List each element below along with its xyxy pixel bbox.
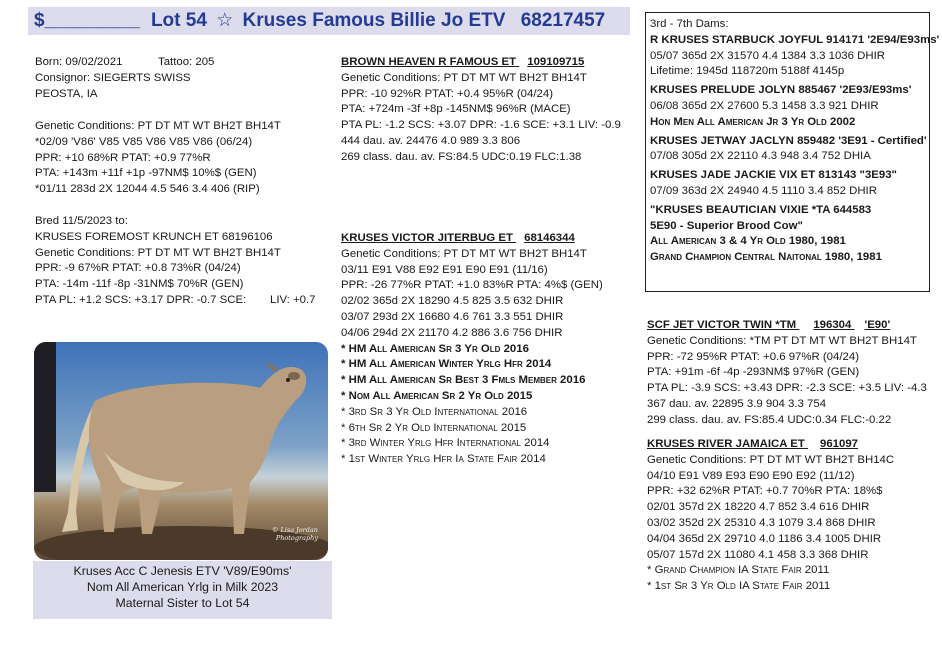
info-line: 06/08 365d 2X 27600 5.3 1458 3.3 921 DHIR — [650, 99, 879, 112]
info-line: PTA PL: -3.9 SCS: +3.43 DPR: -2.3 SCE: +3.5 LIV: -4.3 — [647, 382, 927, 395]
info-line: 05/07 365d 2X 31570 4.4 1384 3.3 1036 DHIR — [650, 49, 885, 62]
consignor-location: PEOSTA, IA — [35, 88, 98, 100]
dams-heading: 3rd - 7th Dams: — [650, 18, 729, 30]
info-line: 03/07 293d 2X 16680 4.6 761 3.3 551 DHIR — [341, 310, 564, 323]
info-line: 367 dau. av. 22895 3.9 904 3.3 754 — [647, 397, 827, 410]
info-line: PPR: -26 77%R PTAT: +1.0 83%R PTA: 4%$ (GEN) — [341, 279, 603, 292]
info-line: PPR: -10 92%R PTAT: +0.4 95%R (04/24) — [341, 87, 553, 100]
granddam-section — [647, 437, 894, 595]
consignor: Consignor: SIEGERTS SWISS — [35, 72, 191, 84]
award-line: * 3rd Sr 3 Yr Old International 2016 — [341, 405, 528, 418]
info-line: PTA: +143m +11f +1p -97NM$ 10%$ (GEN) — [35, 167, 257, 180]
lot-number: Lot 54 — [150, 10, 207, 31]
sire-reg: 109109715 — [527, 56, 585, 68]
bred-info — [35, 214, 316, 309]
photo-watermark: © Lisa Jordan Photography — [271, 526, 318, 542]
tattoo: Tattoo: 205 — [158, 56, 215, 68]
dam-name: KRUSES VICTOR JITERBUG ET — [341, 232, 513, 244]
info-line: Genetic Conditions: PT DT MT WT BH2T BH14T — [341, 247, 587, 260]
dam-heading — [341, 231, 603, 247]
info-line: 07/09 363d 2X 24940 4.5 1110 3.4 852 DHIR — [650, 184, 877, 197]
dam-name: "KRUSES BEAUTICIAN VIXIE *TA 644583 — [650, 203, 872, 216]
dam-name: KRUSES PRELUDE JOLYN 885467 '2E93/E93ms' — [650, 84, 912, 97]
dam-section — [341, 231, 603, 468]
award-line: * 3rd Winter Yrlg Hfr International 2014 — [341, 437, 550, 450]
registration-number: 68217457 — [520, 10, 606, 31]
info-line: 299 class. dau. av. FS:85.4 UDC:0.34 FLC:-0.22 — [647, 413, 892, 426]
award-line: * 6th Sr 2 Yr Old International 2015 — [341, 421, 527, 434]
info-line: 5E90 - Superior Brood Cow" — [650, 219, 803, 232]
info-line: PPR: -9 67%R PTAT: +0.8 73%R (04/24) — [35, 262, 241, 275]
award-line: All American 3 & 4 Yr Old 1980, 1981 — [650, 235, 846, 248]
info-line: PPR: +32 62%R PTAT: +0.7 70%R PTA: 18%$ — [647, 485, 883, 498]
dam-name: KRUSES JADE JACKIE VIX ET 813143 "3E93" — [650, 169, 897, 182]
info-line: Lifetime: 1945d 118720m 5188f 4145p — [650, 65, 845, 78]
mgs-score: 'E90' — [864, 319, 891, 331]
info-line: 03/11 E91 V88 E92 E91 E90 E91 (11/16) — [341, 263, 548, 276]
award-line: * Grand Champion IA State Fair 2011 — [647, 564, 830, 577]
granddam-heading — [647, 437, 894, 453]
info-line: KRUSES FOREMOST KRUNCH ET 68196106 — [35, 230, 273, 243]
award-line: Grand Champion Central Naitonal 1980, 1981 — [650, 251, 882, 264]
sire-name: BROWN HEAVEN R FAMOUS ET — [341, 56, 517, 68]
price-blank: $_________ — [34, 10, 140, 31]
info-line: Genetic Conditions: PT DT MT WT BH2T BH14C — [647, 453, 895, 466]
info-line: 02/01 357d 2X 18220 4.7 852 3.4 616 DHIR — [647, 501, 870, 514]
award-line: * HM All American Sr Best 3 Fmls Member 2016 — [341, 374, 586, 387]
award-line: * HM All American Winter Yrlg Hfr 2014 — [341, 358, 552, 371]
bred-date: Bred 11/5/2023 to: — [35, 215, 128, 227]
dam-name: R KRUSES STARBUCK JOYFUL 914171 '2E94/E93ms' — [650, 33, 940, 46]
info-line: 05/07 157d 2X 11080 4.1 458 3.3 368 DHIR — [647, 548, 869, 561]
caption-line: Nom All American Yrlg in Milk 2023 — [86, 580, 279, 594]
bred-liv: LIV: +0.7 — [270, 293, 316, 306]
info-line: 03/02 352d 2X 25310 4.3 1079 3.4 868 DHIR — [647, 516, 876, 529]
info-line: PPR: +10 68%R PTAT: +0.9 77%R — [35, 151, 211, 164]
info-line: Genetic Conditions: PT DT MT WT BH2T BH14T — [341, 71, 587, 84]
award-line: * 1st Sr 3 Yr Old IA State Fair 2011 — [647, 580, 831, 593]
info-line: PPR: -72 95%R PTAT: +0.6 97%R (04/24) — [647, 350, 859, 363]
info-line: 444 dau. av. 24476 4.0 989 3.3 806 — [341, 134, 521, 147]
info-line: *02/09 'V86' V85 V85 V86 V85 V86 (06/24) — [35, 135, 253, 148]
info-line: 04/10 E91 V89 E93 E90 E90 E92 (11/12) — [647, 469, 855, 482]
star-icon: ☆ — [216, 10, 234, 31]
mgs-name: SCF JET VICTOR TWIN *TM — [647, 319, 797, 331]
info-line: *01/11 283d 2X 12044 4.5 546 3.4 406 (RIP) — [35, 183, 260, 196]
photo-caption — [33, 561, 332, 619]
info-line — [35, 293, 316, 309]
info-line: 04/04 365d 2X 29710 4.0 1186 3.4 1005 DHIR — [647, 532, 882, 545]
info-line: Genetic Conditions: PT DT MT WT BH2T BH14T — [35, 246, 281, 259]
mgs-section — [647, 318, 927, 429]
info-line: 07/08 305d 2X 22110 4.3 948 3.4 752 DHIA — [650, 150, 871, 163]
dam-name: KRUSES JETWAY JACLYN 859482 '3E91 - Certified' — [650, 134, 927, 147]
animal-name: Kruses Famous Billie Jo ETV — [242, 10, 506, 31]
info-line: PTA: +91m -6f -4p -293NM$ 97%R (GEN) — [647, 366, 860, 379]
award-line: * Nom All American Sr 2 Yr Old 2015 — [341, 389, 533, 402]
info-line: PTA PL: -1.2 SCS: +3.07 DPR: -1.6 SCE: +3.1 LIV: -0.9 — [341, 119, 621, 132]
caption-line: Maternal Sister to Lot 54 — [115, 596, 250, 610]
granddam-reg: 961097 — [819, 438, 858, 450]
sire-section — [341, 55, 621, 166]
sire-heading — [341, 55, 621, 71]
info-line: PTA: +724m -3f +8p -145NM$ 96%R (MACE) — [341, 103, 571, 116]
info-line: Genetic Conditions: PT DT MT WT BH2T BH14T — [35, 120, 281, 132]
info-line: 269 class. dau. av. FS:84.5 UDC:0.19 FLC:1.38 — [341, 150, 582, 163]
born-date: Born: 09/02/2021 — [35, 56, 123, 68]
cow-photo — [34, 342, 328, 560]
info-line: PTA: -14m -11f -8p -31NM$ 70%R (GEN) — [35, 278, 244, 291]
info-line: Genetic Conditions: *TM PT DT MT WT BH2T BH14T — [647, 334, 917, 347]
dam-reg: 68146344 — [524, 232, 575, 244]
granddam-name: KRUSES RIVER JAMAICA ET — [647, 438, 805, 450]
lot-title — [34, 9, 605, 32]
award-line: * HM All American Sr 3 Yr Old 2016 — [341, 342, 529, 355]
mgs-reg: 196304 — [813, 319, 852, 331]
mgs-heading — [647, 318, 927, 334]
animal-genetics — [35, 119, 281, 198]
award-line: * 1st Winter Yrlg Hfr Ia State Fair 2014 — [341, 453, 546, 466]
bred-pta-pl: PTA PL: +1.2 SCS: +3.17 DPR: -0.7 SCE: — [35, 293, 247, 306]
dams-box-content — [650, 17, 939, 266]
award-line: Hon Men All American Jr 3 Yr Old 2002 — [650, 115, 856, 128]
caption-line: Kruses Acc C Jenesis ETV 'V89/E90ms' — [73, 564, 292, 578]
info-line: 04/06 294d 2X 21170 4.2 886 3.6 756 DHIR — [341, 326, 563, 339]
info-line: 02/02 365d 2X 18290 4.5 825 3.5 632 DHIR — [341, 295, 564, 308]
